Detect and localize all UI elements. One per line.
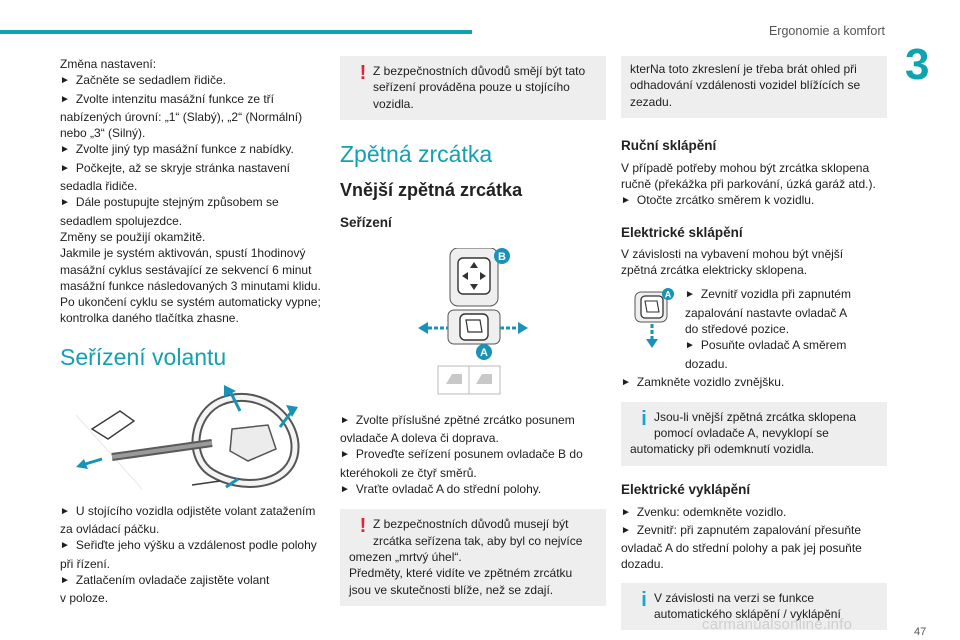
text-line: ► Zvolte jiný typ masážní funkce z nabídky. (60, 141, 326, 159)
text-line: ovladač A do střední polohy a pak jej posuňte (621, 541, 862, 556)
electric-fold-text (621, 246, 887, 279)
text-line: v poloze. (60, 591, 109, 606)
adjustment-heading: Seřízení (340, 214, 392, 230)
info-box-fold (621, 402, 887, 466)
text-line: za ovládací páčku. (60, 522, 160, 537)
continued-note-text (630, 61, 878, 110)
header-accent-bar (0, 30, 472, 34)
warning-box-blindspot (340, 509, 606, 605)
text-line: ► Zatlačením ovladače zajistěte volant (60, 572, 326, 590)
text-line: jsou ve skutečnosti blíže, než se zdají. (349, 582, 554, 597)
text-line: zrcátka seřízena tak, aby byl co nejvíce (373, 533, 583, 548)
text-line: automaticky při odemknutí vozidla. (630, 442, 815, 457)
text-line: ► Vraťte ovladač A do střední polohy. (340, 481, 606, 499)
text-line: masážní funkce následovaných 3 minutami klidu. (60, 278, 321, 293)
text-line: ► Začněte se sedadlem řidiče. (60, 72, 326, 90)
info-icon: i (641, 588, 647, 611)
label-a: A (664, 289, 672, 300)
text-line: ► Otočte zrcátko směrem k vozidlu. (621, 192, 887, 210)
electric-unfold-steps (621, 504, 887, 573)
text-line: ► Počkejte, až se skryje stránka nastavení (60, 160, 326, 178)
mirror-control-figure (418, 248, 606, 396)
text-line: do středové pozice. (685, 321, 790, 336)
text-line: V závislosti na vybavení mohou být vnější (621, 246, 844, 261)
label-b: B (498, 250, 506, 263)
text-line: V závislosti na verzi se funkce (654, 590, 815, 605)
warning-text (349, 63, 597, 112)
column-3 (621, 56, 887, 630)
page-number: 47 (914, 626, 927, 638)
column-2 (340, 56, 606, 606)
text-line: kterNa toto zkreslení je třeba brát ohled při (630, 62, 857, 76)
info-icon: i (641, 407, 647, 430)
mirror-adjust-steps (340, 412, 606, 499)
text-line: zezadu. (630, 94, 673, 109)
steering-wheel-steps (60, 503, 326, 607)
electric-fold-block (621, 286, 887, 370)
text-line: V případě potřeby mohou být zrcátka sklopena (621, 160, 870, 175)
column-1 (60, 56, 326, 607)
text-line: ovladače A doleva či doprava. (340, 431, 499, 446)
electric-fold-steps (685, 286, 851, 371)
manual-fold-text (621, 160, 887, 211)
text-line: Po ukončení cyklu se systém automaticky vypne; (60, 295, 321, 310)
text-line: sedadlem spolujezdce. (60, 213, 183, 228)
text-line: Jakmile je systém aktivován, spustí 1hodinový (60, 246, 306, 261)
text-line: sedadla řidiče. (60, 179, 138, 194)
text-line: automatického sklápění / vyklápění (654, 607, 841, 622)
text-line: masážní cyklus sestávající ze sekvencí 6 minut (60, 262, 312, 277)
text-line: omezen „mrtvý úhel“. (349, 549, 462, 564)
fold-control-figure (633, 288, 675, 350)
mirrors-heading: Zpětná zrcátka (340, 140, 493, 167)
text-line: ► Zvenku: odemkněte vozidlo. (621, 504, 887, 522)
label-a: A (480, 346, 488, 359)
electric-fold-heading: Elektrické sklápění (621, 224, 743, 240)
text-line: odhadování vzdálenosti vozidel blížících se (630, 78, 861, 93)
text-line: ručně (překážka při parkování, úzká garáž atd.). (621, 177, 876, 192)
steering-wheel-figure (72, 381, 326, 493)
text-line: zpětná zrcátka elektricky sklopena. (621, 263, 808, 278)
section-title: Ergonomie a komfort (768, 24, 885, 38)
warning-box-adjust (340, 56, 606, 120)
continued-note-box (621, 56, 887, 118)
text-line: ► Seřiďte jeho výšku a vzdálenost podle polohy (60, 537, 326, 555)
info-text (630, 409, 878, 458)
text-line: dozadu. (685, 356, 728, 371)
steering-wheel-heading: Seřízení volantu (60, 343, 227, 370)
text-line: vozidla. (373, 96, 414, 111)
text-line: ► Dále postupujte stejným způsobem se (60, 194, 326, 212)
text-line: nebo „3“ (Silný). (60, 126, 146, 141)
watermark: carmanualsonline.info (702, 616, 853, 633)
text-line: ► U stojícího vozidla odjistěte volant zatažením (60, 503, 326, 521)
text-line: při řízení. (60, 556, 111, 571)
seat-massage-instructions (60, 56, 326, 327)
text-line: ► Zevnitř vozidla při zapnutém (685, 286, 851, 304)
text-line: ► Posuňte ovladač A směrem (685, 337, 851, 355)
text-line: zapalování nastavte ovladač A (685, 305, 848, 320)
text-line: Předměty, které vidíte ve zpětném zrcátku (349, 566, 573, 581)
outer-mirrors-heading: Vnější zpětná zrcátka (340, 179, 523, 200)
chapter-number: 3 (905, 40, 930, 89)
text-line: kontrolka daného tlačítka zhasne. (60, 311, 239, 326)
text-line: ► Zevnitř: při zapnutém zapalování přesuňte (621, 522, 887, 540)
text-line: ► Zvolte intenzitu masážní funkce ze tří (60, 91, 326, 109)
text-line: ► Proveďte seřízení posunem ovladače B do (340, 446, 606, 464)
text-line: Z bezpečnostních důvodů smějí být tato (373, 64, 586, 78)
warning-icon: ! (359, 62, 367, 84)
text-line: seřízení prováděna pouze u stojícího (373, 80, 570, 95)
text-line: kteréhokoli ze čtyř směrů. (340, 465, 477, 480)
text-line: ► Zvolte příslušné zpětné zrcátko posunem (340, 412, 606, 430)
text-line: pomocí ovladače A, nevyklopí se (654, 425, 829, 440)
text-line: Změna nastavení: (60, 57, 157, 71)
electric-unfold-heading: Elektrické vyklápění (621, 481, 751, 497)
manual-fold-heading: Ruční sklápění (621, 137, 717, 153)
warning-text (349, 516, 597, 597)
text-line: Jsou-li vnější zpětná zrcátka sklopena (654, 409, 857, 424)
text-line: Z bezpečnostních důvodů musejí být (373, 517, 569, 532)
warning-icon: ! (359, 515, 367, 538)
text-line: dozadu. (621, 557, 664, 572)
text-line: Změny se použijí okamžitě. (60, 229, 206, 244)
text-line: nabízených úrovní: „1“ (Slabý), „2“ (Normální) (60, 109, 303, 124)
lock-step: ► Zamkněte vozidlo zvnějšku. (621, 374, 887, 392)
